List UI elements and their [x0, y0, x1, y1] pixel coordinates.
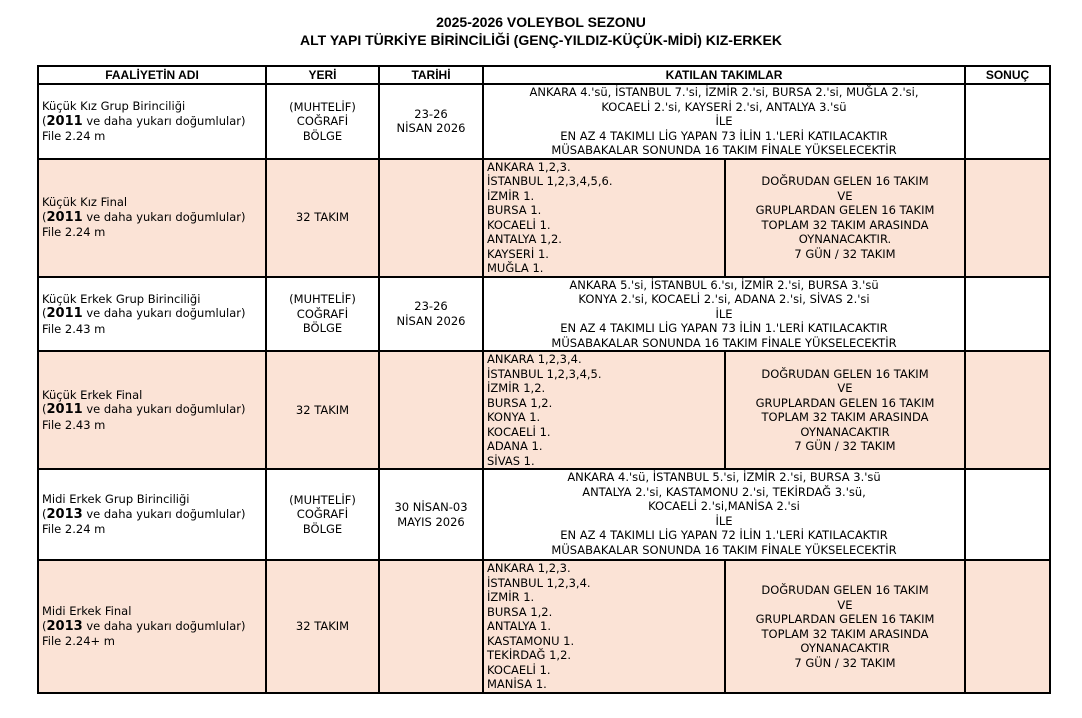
date-line: 23-26 [414, 106, 448, 121]
date-cell [379, 84, 483, 159]
note-line: TOPLAM 32 TAKIM ARASINDA [761, 410, 929, 424]
column-header-result: SONUÇ [965, 66, 1050, 84]
activity-name: Midi Erkek Grup Birinciliği [42, 492, 190, 507]
net-height: File 2.43 m [42, 417, 106, 432]
teams-line: KOCAELİ 2.'si,MANİSA 2.'si [648, 499, 800, 513]
activity-cell [38, 560, 266, 693]
birth-open: ( [42, 306, 47, 320]
net-height: File 2.24 m [42, 129, 106, 143]
birth-open: ( [42, 506, 47, 521]
list-item: BURSA 1. [487, 203, 542, 217]
note-line: 7 GÜN / 32 TAKIM [794, 655, 896, 670]
activity-name: Midi Erkek Final [42, 604, 132, 619]
birth-year: 2011 [46, 402, 83, 418]
teams-line: EN AZ 4 TAKIMLI LİG YAPAN 73 İLİN 1.'LERİ KATILACAKTIR [560, 128, 888, 143]
place-line: BÖLGE [302, 321, 343, 335]
place-cell [266, 159, 379, 277]
activity-name: Küçük Kız Grup Birinciliği [42, 99, 186, 113]
teams-line: MÜSABAKALAR SONUNDA 16 TAKIM FİNALE YÜKSELECEKTİR [551, 335, 897, 350]
net-height: File 2.24 m [42, 522, 106, 537]
activity-cell [38, 469, 266, 560]
date-line: MAYIS 2026 [397, 514, 465, 529]
note-line: 7 GÜN / 32 TAKIM [794, 246, 896, 261]
table-row [38, 560, 1050, 693]
place-line: 32 TAKIM [295, 402, 350, 417]
birth-year-line [42, 210, 265, 226]
date-cell [379, 560, 483, 693]
team-list-cell [483, 351, 725, 469]
column-header-teams: KATILAN TAKIMLAR [483, 66, 965, 84]
table-row [38, 159, 1050, 277]
note-line: GRUPLARDAN GELEN 16 TAKIM [755, 203, 935, 217]
list-item: KOCAELİ 1. [487, 424, 551, 439]
place-line: COĞRAFİ [296, 114, 349, 128]
birth-rest: ve daha yukarı doğumlular) [82, 618, 246, 633]
list-item: İZMİR 1. [487, 590, 535, 604]
date-cell [379, 159, 483, 277]
activity-name: Küçük Erkek Final [42, 387, 143, 402]
teams-cell [483, 84, 965, 159]
note-line: DOĞRUDAN GELEN 16 TAKIM [761, 366, 929, 381]
list-item: BURSA 1,2. [487, 604, 553, 619]
list-item: ADANA 1. [487, 439, 543, 453]
teams-line: ANKARA 5.'si, İSTANBUL 6.'sı, İZMİR 2.'si, BURSA 3.'sü [569, 277, 879, 292]
birth-year-line [42, 619, 265, 635]
list-item: İZMİR 1,2. [487, 381, 546, 395]
place-line: (MUHTELİF) [289, 292, 356, 306]
place-cell [266, 560, 379, 693]
birth-year: 2013 [46, 618, 83, 634]
place-cell [266, 277, 379, 352]
column-header-date: TARİHİ [379, 66, 483, 84]
birth-rest: ve daha yukarı doğumlular) [82, 506, 246, 521]
teams-cell [483, 469, 965, 560]
result-cell [965, 277, 1050, 352]
note-line: VE [837, 188, 853, 203]
birth-year-line [42, 114, 265, 130]
birth-open: ( [42, 402, 47, 417]
birth-open: ( [42, 209, 47, 224]
list-item: TEKİRDAĞ 1,2. [487, 648, 572, 662]
date-line: NİSAN 2026 [396, 313, 466, 328]
list-item: İZMİR 1. [487, 188, 535, 203]
place-line: COĞRAFİ [296, 306, 349, 321]
table-row [38, 84, 1050, 159]
table-row [38, 469, 1050, 560]
list-item: ANTALYA 1,2. [487, 232, 562, 246]
list-item: KOCAELİ 1. [487, 217, 551, 232]
list-item: MANİSA 1. [487, 677, 547, 691]
activity-cell [38, 277, 266, 352]
final-note-cell [725, 159, 965, 277]
list-item: BURSA 1,2. [487, 395, 553, 410]
activity-name: Küçük Kız Final [42, 195, 128, 210]
team-list-cell [483, 159, 725, 277]
birth-year-line [42, 306, 265, 322]
birth-rest: ve daha yukarı doğumlular) [82, 402, 246, 417]
place-line: 32 TAKIM [295, 619, 350, 634]
note-line: DOĞRUDAN GELEN 16 TAKIM [761, 583, 929, 597]
note-line: VE [837, 381, 853, 395]
result-cell [965, 84, 1050, 159]
document-subtitle: ALT YAPI TÜRKİYE BİRİNCİLİĞİ (GENÇ-YILDIZ-KÜÇÜK-MİDİ) KIZ-ERKEK [300, 32, 782, 48]
document-title: 2025-2026 VOLEYBOL SEZONU [436, 14, 646, 30]
note-line: 7 GÜN / 32 TAKIM [794, 439, 896, 453]
list-item: SİVAS 1. [487, 453, 535, 468]
list-item: KONYA 1. [487, 410, 541, 424]
birth-year: 2011 [46, 113, 83, 129]
place-cell [266, 84, 379, 159]
teams-line: EN AZ 4 TAKIMLI LİG YAPAN 72 İLİN 1.'LERİ KATILACAKTIR [560, 528, 888, 542]
birth-year-line [42, 507, 265, 523]
birth-year: 2011 [46, 306, 83, 321]
list-item: İSTANBUL 1,2,3,4,5. [487, 366, 602, 381]
teams-line: KOCAELİ 2.'si, KAYSERİ 2.'si, ANTALYA 3.'sü [601, 99, 847, 114]
table-row [38, 277, 1050, 352]
list-item: KAYSERİ 1. [487, 246, 549, 261]
date-line: NİSAN 2026 [396, 121, 466, 136]
list-item: KASTAMONU 1. [487, 633, 575, 648]
birth-year-line [42, 402, 265, 418]
teams-cell [483, 277, 965, 352]
result-cell [965, 351, 1050, 469]
birth-rest: ve daha yukarı doğumlular) [82, 113, 246, 128]
teams-line: MÜSABAKALAR SONUNDA 16 TAKIM FİNALE YÜKSELECEKTİR [551, 542, 897, 557]
teams-line: İLE [715, 306, 733, 321]
date-cell [379, 277, 483, 352]
list-item: ANKARA 1,2,3. [487, 159, 571, 174]
date-cell [379, 469, 483, 560]
net-height: File 2.24+ m [42, 634, 115, 649]
activity-cell [38, 159, 266, 277]
place-line: 32 TAKIM [295, 210, 350, 225]
team-list-cell [483, 560, 725, 693]
final-note-cell [725, 351, 965, 469]
list-item: MUĞLA 1. [487, 261, 544, 275]
teams-line: ANTALYA 2.'si, KASTAMONU 2.'si, TEKİRDAĞ 3.'sü, [582, 484, 866, 499]
date-cell [379, 351, 483, 469]
teams-line: MÜSABAKALAR SONUNDA 16 TAKIM FİNALE YÜKSELECEKTİR [551, 143, 897, 157]
birth-year: 2011 [46, 209, 83, 225]
note-line: VE [837, 597, 853, 612]
teams-line: EN AZ 4 TAKIMLI LİG YAPAN 73 İLİN 1.'LERİ KATILACAKTIR [560, 321, 888, 335]
net-height: File 2.24 m [42, 225, 106, 240]
activity-cell [38, 351, 266, 469]
teams-line: KONYA 2.'si, KOCAELİ 2.'si, ADANA 2.'si, SİVAS 2.'si [578, 292, 870, 306]
place-line: (MUHTELİF) [289, 99, 356, 114]
list-item: ANKARA 1,2,3,4. [487, 352, 582, 366]
list-item: ANKARA 1,2,3. [487, 561, 571, 575]
note-line: DOĞRUDAN GELEN 16 TAKIM [761, 174, 929, 188]
note-line: GRUPLARDAN GELEN 16 TAKIM [755, 395, 935, 410]
note-line: OYNANACAKTIR. [798, 232, 892, 246]
date-line: 23-26 [414, 299, 448, 314]
result-cell [965, 469, 1050, 560]
teams-line: İLE [715, 513, 733, 528]
result-cell [965, 159, 1050, 277]
table-row [38, 351, 1050, 469]
list-item: KOCAELİ 1. [487, 662, 551, 677]
teams-line: ANKARA 4.'sü, İSTANBUL 7.'si, İZMİR 2.'si, BURSA 2.'si, MUĞLA 2.'si, [529, 85, 919, 99]
place-cell [266, 351, 379, 469]
final-note-cell [725, 560, 965, 693]
place-line: (MUHTELİF) [289, 492, 356, 507]
teams-line: ANKARA 4.'sü, İSTANBUL 5.'si, İZMİR 2.'si, BURSA 3.'sü [567, 470, 881, 484]
place-cell [266, 469, 379, 560]
activity-cell [38, 84, 266, 159]
note-line: OYNANACAKTIR [800, 641, 890, 655]
column-header-activity: FAALİYETİN ADI [38, 66, 266, 84]
note-line: TOPLAM 32 TAKIM ARASINDA [761, 217, 929, 232]
note-line: OYNANACAKTIR [800, 424, 890, 439]
schedule-table [37, 65, 1051, 694]
birth-open: ( [42, 113, 47, 128]
birth-rest: ve daha yukarı doğumlular) [82, 306, 246, 320]
birth-open: ( [42, 618, 47, 633]
place-line: BÖLGE [302, 128, 343, 143]
list-item: ANTALYA 1. [487, 619, 551, 633]
activity-name: Küçük Erkek Grup Birinciliği [42, 291, 201, 306]
note-line: TOPLAM 32 TAKIM ARASINDA [761, 626, 929, 641]
column-header-place: YERİ [266, 66, 379, 84]
note-line: GRUPLARDAN GELEN 16 TAKIM [755, 612, 935, 626]
place-line: BÖLGE [302, 521, 343, 536]
birth-year: 2013 [46, 506, 83, 522]
list-item: İSTANBUL 1,2,3,4,5,6. [487, 174, 613, 188]
header-row [38, 66, 1050, 84]
result-cell [965, 560, 1050, 693]
list-item: İSTANBUL 1,2,3,4. [487, 575, 591, 590]
birth-rest: ve daha yukarı doğumlular) [82, 209, 246, 224]
place-line: COĞRAFİ [296, 507, 349, 522]
date-line: 30 NİSAN-03 [394, 500, 468, 514]
teams-line: İLE [715, 114, 733, 128]
net-height: File 2.43 m [42, 321, 106, 336]
